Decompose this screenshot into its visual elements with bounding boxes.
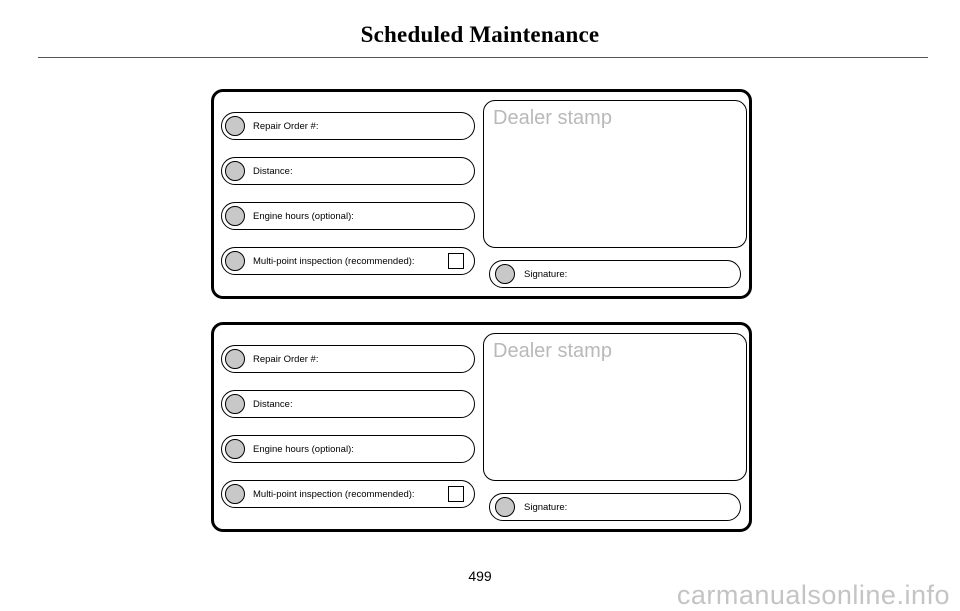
dealer-stamp-label: Dealer stamp — [493, 107, 612, 129]
circle-bullet-icon — [225, 349, 245, 369]
engine-hours-label: Engine hours (optional): — [253, 210, 354, 222]
repair-order-label: Repair Order #: — [253, 353, 319, 365]
circle-bullet-icon — [225, 394, 245, 414]
inspection-checkbox[interactable] — [448, 486, 464, 502]
repair-order-field[interactable] — [221, 345, 475, 373]
circle-bullet-icon — [225, 439, 245, 459]
engine-hours-field[interactable] — [221, 435, 475, 463]
circle-bullet-icon — [225, 116, 245, 136]
circle-bullet-icon — [225, 251, 245, 271]
signature-field[interactable] — [489, 493, 741, 521]
circle-bullet-icon — [495, 264, 515, 284]
dealer-stamp-label: Dealer stamp — [493, 340, 612, 362]
title-divider — [38, 57, 928, 58]
signature-field[interactable] — [489, 260, 741, 288]
maintenance-record-card — [211, 322, 752, 532]
distance-label: Distance: — [253, 398, 293, 410]
page-title: Scheduled Maintenance — [360, 22, 600, 47]
page-number: 499 — [468, 568, 492, 584]
engine-hours-label: Engine hours (optional): — [253, 443, 354, 455]
watermark: carmanualsonline.info — [676, 580, 950, 610]
multi-point-inspection-label: Multi-point inspection (recommended): — [253, 488, 415, 500]
multi-point-inspection-label: Multi-point inspection (recommended): — [253, 255, 415, 267]
multi-point-inspection-field — [221, 247, 475, 275]
dealer-stamp-box — [483, 333, 747, 481]
distance-label: Distance: — [253, 165, 293, 177]
repair-order-label: Repair Order #: — [253, 120, 319, 132]
repair-order-field[interactable] — [221, 112, 475, 140]
inspection-checkbox[interactable] — [448, 253, 464, 269]
multi-point-inspection-field — [221, 480, 475, 508]
signature-label: Signature: — [524, 501, 568, 513]
maintenance-record-card — [211, 89, 752, 299]
distance-field[interactable] — [221, 157, 475, 185]
engine-hours-field[interactable] — [221, 202, 475, 230]
circle-bullet-icon — [225, 484, 245, 504]
distance-field[interactable] — [221, 390, 475, 418]
dealer-stamp-box — [483, 100, 747, 248]
circle-bullet-icon — [225, 206, 245, 226]
circle-bullet-icon — [495, 497, 515, 517]
signature-label: Signature: — [524, 268, 568, 280]
circle-bullet-icon — [225, 161, 245, 181]
